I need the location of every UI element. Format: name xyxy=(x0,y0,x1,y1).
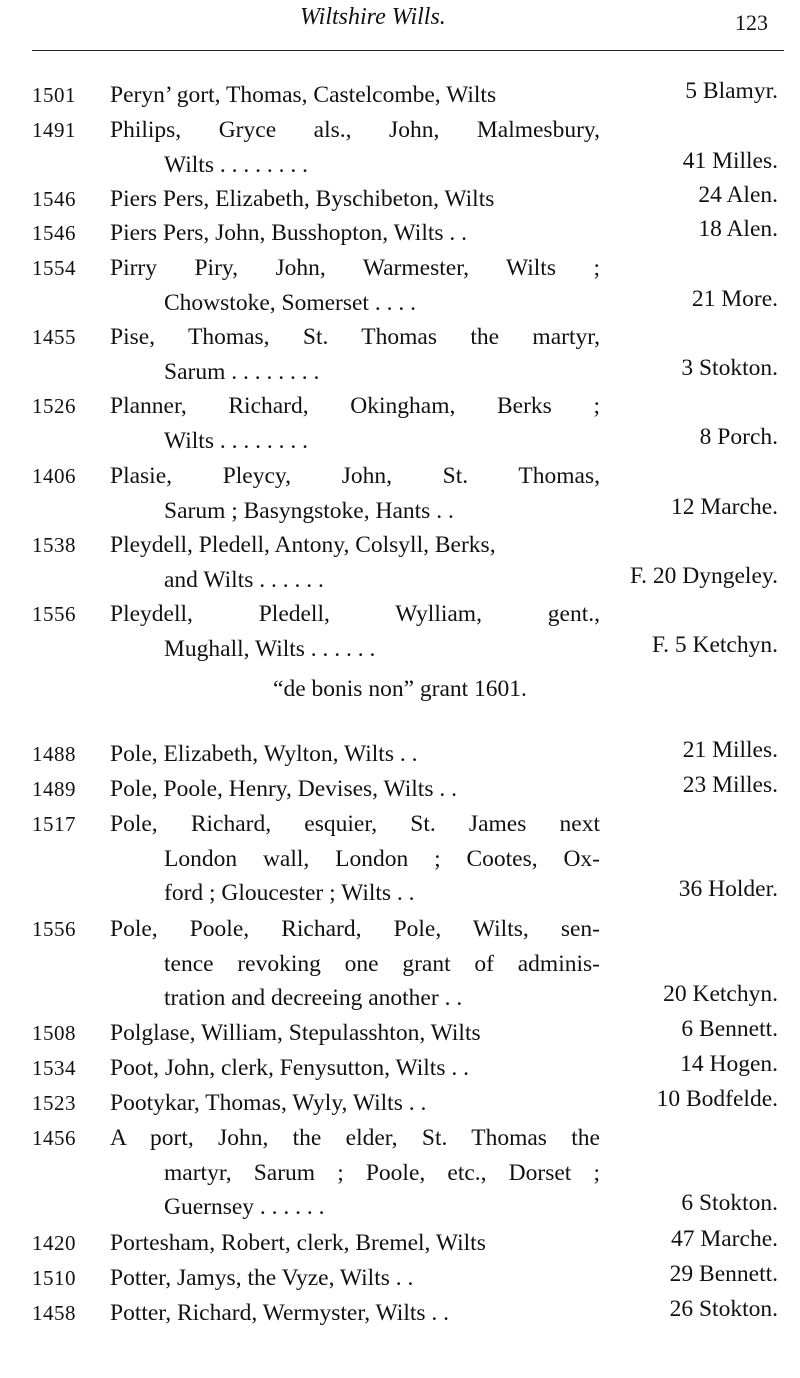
will-entry xyxy=(0,1086,800,1122)
entry-reference: 36 Holder. xyxy=(678,876,778,902)
entry-text: Pole, Poole, Henry, Devises, Wilts . . xyxy=(110,776,457,802)
entry-year: 1489 xyxy=(32,777,76,801)
entry-text: Plasie, Pleycy, John, St. Thomas, xyxy=(110,463,600,489)
entry-text: Pole, Poole, Richard, Pole, Wilts, sen- xyxy=(110,916,600,942)
will-entry xyxy=(0,389,800,454)
entry-year: 1491 xyxy=(32,118,76,142)
entry-text-continued: Wilts . . . . . . . . xyxy=(164,427,308,454)
entry-text: Potter, Richard, Wermyster, Wilts . . xyxy=(110,1300,450,1326)
entry-reference: 12 Marche. xyxy=(670,493,778,520)
entry-reference: 14 Hogen. xyxy=(680,1051,778,1077)
grant-note: “de bonis non” grant 1601. xyxy=(273,676,527,702)
entry-reference: 21 Milles. xyxy=(682,737,778,763)
entry-reference: 47 Marche. xyxy=(670,1226,778,1252)
entry-text: Potter, Jamys, the Vyze, Wilts . . xyxy=(110,1265,414,1291)
entry-text: Pootykar, Thomas, Wyly, Wilts . . xyxy=(110,1090,427,1116)
entry-year: 1508 xyxy=(32,1021,76,1045)
entry-text-continued: London wall, London ; Cootes, Ox- xyxy=(164,845,600,872)
will-entry xyxy=(0,737,800,773)
entry-reference: F. 20 Dyngeley. xyxy=(629,562,778,589)
entry-year: 1556 xyxy=(32,602,76,626)
entry-reference: 10 Bodfelde. xyxy=(656,1086,778,1112)
will-entry xyxy=(0,1051,800,1087)
will-entry xyxy=(0,528,800,593)
entry-text-continued: Wilts . . . . . . . . xyxy=(164,151,308,178)
entry-reference: 29 Bennett. xyxy=(669,1261,778,1287)
entry-year: 1554 xyxy=(32,256,76,280)
entry-year: 1546 xyxy=(32,221,76,245)
entry-year: 1458 xyxy=(32,1301,76,1325)
will-entry xyxy=(0,113,800,178)
entry-reference: 24 Alen. xyxy=(698,182,778,208)
entry-text: Pole, Richard, esquier, St. James next xyxy=(110,811,600,837)
will-entry xyxy=(0,1121,800,1220)
entry-reference: 6 Stokton. xyxy=(681,1190,778,1216)
entry-reference: 8 Porch. xyxy=(699,423,778,450)
entry-text: Piers Pers, John, Busshopton, Wilts . . xyxy=(110,220,468,246)
entry-text: Pise, Thomas, St. Thomas the martyr, xyxy=(110,324,600,350)
will-entry xyxy=(0,216,800,252)
entry-reference: 18 Alen. xyxy=(698,216,778,242)
will-entry xyxy=(0,78,800,114)
entry-text-continued: tence revoking one grant of adminis- xyxy=(164,950,600,977)
entry-year: 1526 xyxy=(32,394,76,418)
will-entry xyxy=(0,597,800,662)
header-rule xyxy=(32,50,784,51)
will-entry xyxy=(0,1261,800,1297)
entry-year: 1517 xyxy=(32,812,76,836)
entry-text: Pirry Piry, John, Warmester, Wilts ; xyxy=(110,255,600,281)
will-entry xyxy=(0,251,800,316)
entry-text: Polglase, William, Stepulasshton, Wilts xyxy=(110,1020,481,1046)
entry-text-continued: Chowstoke, Somerset . . . . xyxy=(164,289,416,316)
will-entry xyxy=(0,320,800,385)
entry-text-continued: Guernsey . . . . . . xyxy=(164,1194,325,1220)
entry-reference: 41 Milles. xyxy=(682,147,778,174)
entry-text: Pole, Elizabeth, Wylton, Wilts . . xyxy=(110,741,418,767)
entry-reference: 21 More. xyxy=(691,285,778,312)
entry-reference: 20 Ketchyn. xyxy=(663,981,778,1007)
entry-text: Planner, Richard, Okingham, Berks ; xyxy=(110,393,600,419)
will-entry xyxy=(0,1226,800,1262)
running-title: Wiltshire Wills. xyxy=(300,4,446,30)
entry-text-continued: and Wilts . . . . . . xyxy=(164,566,324,593)
entry-year: 1406 xyxy=(32,464,76,488)
entry-year: 1523 xyxy=(32,1091,76,1115)
will-entry xyxy=(0,1296,800,1332)
entry-text: Pleydell, Pledell, Antony, Colsyll, Berks, xyxy=(110,532,496,558)
entry-year: 1501 xyxy=(32,83,76,107)
entry-year: 1510 xyxy=(32,1266,76,1290)
will-entry xyxy=(0,772,800,808)
will-entry xyxy=(0,1016,800,1052)
entry-year: 1488 xyxy=(32,742,76,766)
entry-text-continued: Mughall, Wilts . . . . . . xyxy=(164,635,376,662)
entry-year: 1456 xyxy=(32,1126,76,1150)
entry-reference: 6 Bennett. xyxy=(681,1016,778,1042)
entry-year: 1556 xyxy=(32,917,76,941)
entry-text-continued: Sarum . . . . . . . . xyxy=(164,358,320,385)
page-number: 123 xyxy=(735,10,768,35)
entry-text: Portesham, Robert, clerk, Bremel, Wilts xyxy=(110,1230,486,1256)
entry-year: 1420 xyxy=(32,1231,76,1255)
entry-text-continued: tration and decreeing another . . xyxy=(164,985,463,1011)
will-entry xyxy=(0,459,800,524)
will-entry xyxy=(0,807,800,906)
entry-reference: F. 5 Ketchyn. xyxy=(651,631,778,658)
entry-year: 1546 xyxy=(32,187,76,211)
will-entry xyxy=(0,912,800,1011)
entry-text: Piers Pers, Elizabeth, Byschibeton, Wilts xyxy=(110,186,495,212)
entry-reference: 3 Stokton. xyxy=(681,354,778,381)
entry-text-continued: ford ; Gloucester ; Wilts . . xyxy=(164,880,415,906)
entry-reference: 23 Milles. xyxy=(682,772,778,798)
entry-text: Peryn’ gort, Thomas, Castelcombe, Wilts xyxy=(110,82,497,108)
entry-text: Pleydell, Pledell, Wylliam, gent., xyxy=(110,601,600,627)
entry-text-continued: martyr, Sarum ; Poole, etc., Dorset ; xyxy=(164,1159,600,1186)
entry-reference: 5 Blamyr. xyxy=(685,78,778,104)
entry-text-continued: Sarum ; Basyngstoke, Hants . . xyxy=(164,497,454,524)
entry-text: Philips, Gryce als., John, Malmesbury, xyxy=(110,117,600,143)
entry-text: A port, John, the elder, St. Thomas the xyxy=(110,1125,600,1151)
entry-reference: 26 Stokton. xyxy=(669,1296,778,1322)
will-entry xyxy=(0,182,800,218)
entry-year: 1455 xyxy=(32,325,76,349)
entry-text: Poot, John, clerk, Fenysutton, Wilts . . xyxy=(110,1055,469,1081)
entry-year: 1538 xyxy=(32,533,76,557)
entry-year: 1534 xyxy=(32,1056,76,1080)
